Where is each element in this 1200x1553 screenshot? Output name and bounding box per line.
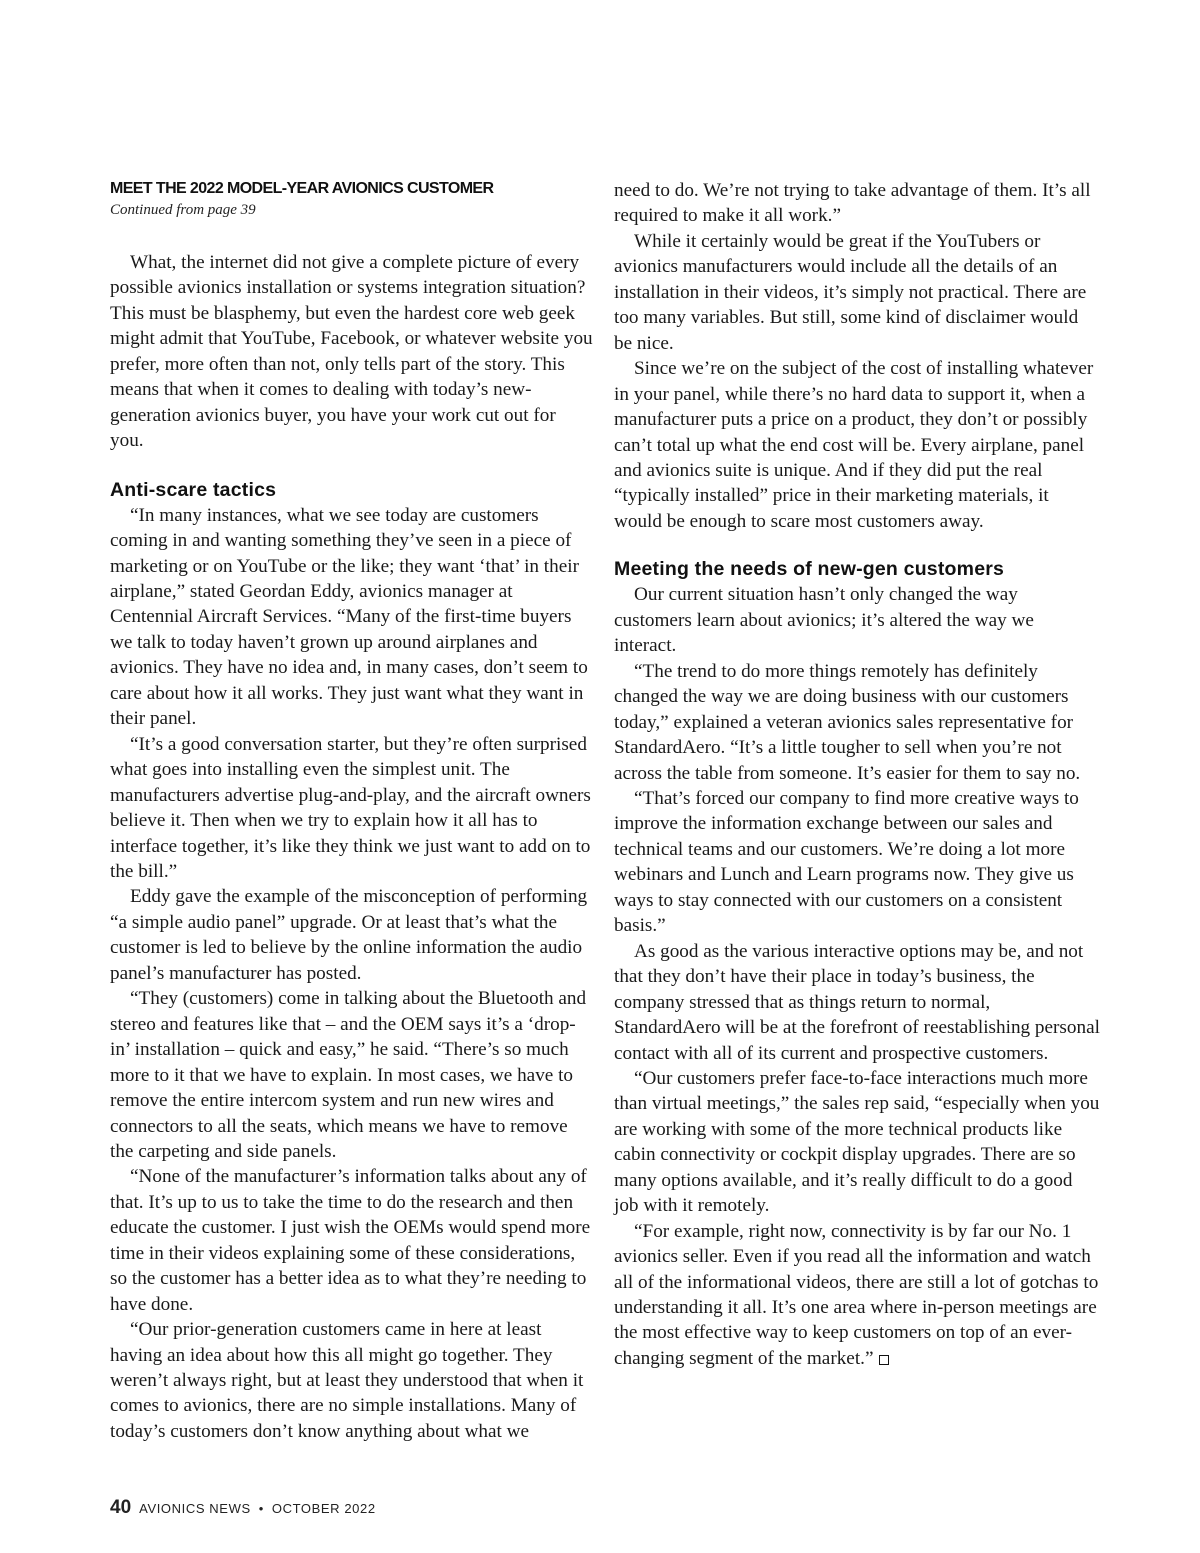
final-paragraph bbox=[614, 1219, 1100, 1372]
body-paragraph: Since we’re on the subject of the cost of installing whatever in your panel, while there’s no hard data to support it, when a manufacturer puts a price on a product, they don’t or possibly can’t total up what the end cost will be. Every airplane, panel and avionics suite is unique. And if they did put the real “typically installed” price in their marketing materials, it would be enough to scare most customers away. bbox=[614, 358, 1094, 532]
section-kicker: MEET THE 2022 MODEL-YEAR AVIONICS CUSTOMER bbox=[110, 180, 494, 197]
continued-from-note: Continued from page 39 bbox=[110, 202, 256, 218]
body-paragraph: Our current situation hasn’t only changed the way customers learn about avionics; it’s altered the way we interact. bbox=[614, 584, 1034, 657]
body-paragraph: “None of the manufacturer’s information talks about any of that. It’s up to us to take the time to do the research and then educate the customer. I just wish the OEMs would spend more time in their videos explaining some of these considerations, so the customer has a better idea as to what they’re needing to have done. bbox=[110, 1166, 591, 1315]
intro-paragraph: What, the internet did not give a complete picture of every possible avionics installation or systems integration situation? This must be blasphemy, but even the hardest core web geek might admit that YouTube, Facebook, or whatever website you prefer, more often than not, only tells part of the story. This means that when it comes to dealing with today’s new-generation avionics buyer, you have your work cut out for you. bbox=[110, 252, 593, 452]
issue-date: OCTOBER 2022 bbox=[271, 1501, 376, 1516]
right-column bbox=[614, 178, 1100, 1371]
body-paragraph: “In many instances, what we see today are customers coming in and wanting something they’ve seen in a piece of marketing or on YouTube or the like; they want ‘that’ in their airplane,” stated Geordan Eddy, avionics manager at Centennial Aircraft Services. “Many of the first-time buyers we talk to today haven’t grown up around airplanes and avionics. They have no idea and, in many cases, don’t seem to care about how it all works. They just want what they want in their panel. bbox=[110, 504, 588, 730]
body-paragraph: Eddy gave the example of the misconception of performing “a simple audio panel” upgrade. Or at least that’s what the customer is led to believe by the online information the audio panel’s manufacturer has posted. bbox=[110, 886, 588, 984]
body-paragraph: “Our prior-generation customers came in here at least having an idea about how this all might go together. They weren’t always right, but at least they understood that when it comes to avionics, there are no simple installations. Many of today’s customers don’t know anything about what we bbox=[110, 1319, 584, 1442]
body-paragraph: As good as the various interactive options may be, and not that they don’t have their place in today’s business, the company stressed that as things return to normal, StandardAero will be at the forefront of reestablishing personal contact with all of its current and prospective customers. bbox=[614, 940, 1100, 1064]
publication-name: AVIONICS NEWS bbox=[139, 1501, 251, 1516]
footer-separator: • bbox=[258, 1501, 264, 1516]
end-of-article-icon bbox=[879, 1355, 889, 1365]
body-paragraph: While it certainly would be great if the YouTubers or avionics manufacturers would include all the details of an installation in their videos, it’s simply not practical. There are too many variables. But still, some kind of disclaimer would be nice. bbox=[614, 230, 1087, 354]
subhead-anti-scare: Anti-scare tactics bbox=[110, 478, 277, 501]
subhead-new-gen: Meeting the needs of new-gen customers bbox=[614, 558, 1005, 581]
left-column bbox=[110, 178, 594, 1444]
body-paragraph: “It’s a good conversation starter, but they’re often surprised what goes into installing even the simplest unit. The manufacturers advertise plug-and-play, and the aircraft owners believe it. Then when we try to explain how it all has to interface together, it’s like they think we just want to add on to the bill.” bbox=[110, 733, 591, 882]
body-paragraph: “The trend to do more things remotely has definitely changed the way we are doing business with our customers today,” explained a veteran avionics sales representative for StandardAero. “It’s a little tougher to sell when you’re not across the table from someone. It’s easier for them to say no. bbox=[614, 660, 1081, 784]
page-number: 40 bbox=[110, 1497, 132, 1518]
final-paragraph-text: “For example, right now, connectivity is by far our No. 1 avionics seller. Even if you read all the information and watch all of the informational videos, there are still a lot of gotchas to understanding it all. It’s one area where in-person meetings are the most effective way to keep customers on top of an ever-changing segment of the market.” bbox=[614, 1220, 1099, 1369]
body-paragraph: “Our customers prefer face-to-face interactions much more than virtual meetings,” the sales rep said, “especially when you are working with some of the more technical products like cabin connectivity or cockpit display upgrades. There are so many options available, and it’s really difficult to do a good job with it remotely. bbox=[614, 1067, 1100, 1217]
continuation-paragraph: need to do. We’re not trying to take advantage of them. It’s all required to make it all work.” bbox=[614, 180, 1091, 227]
body-paragraph: “They (customers) come in talking about the Bluetooth and stereo and features like that – and the OEM says it’s a ‘drop-in’ installation – quick and easy,” he said. “There’s so much more to it that we have to explain. In most cases, we have to remove the entire intercom system and run new wires and connectors to all the seats, which means we have to remove the carpeting and side panels. bbox=[110, 988, 587, 1162]
body-paragraph: “That’s forced our company to find more creative ways to improve the information exchange between our sales and technical teams and our customers. We’re doing a lot more webinars and Lunch and Learn programs now. They give us ways to stay connected with our customers on a consistent basis.” bbox=[614, 787, 1079, 937]
page-footer bbox=[110, 1497, 376, 1519]
